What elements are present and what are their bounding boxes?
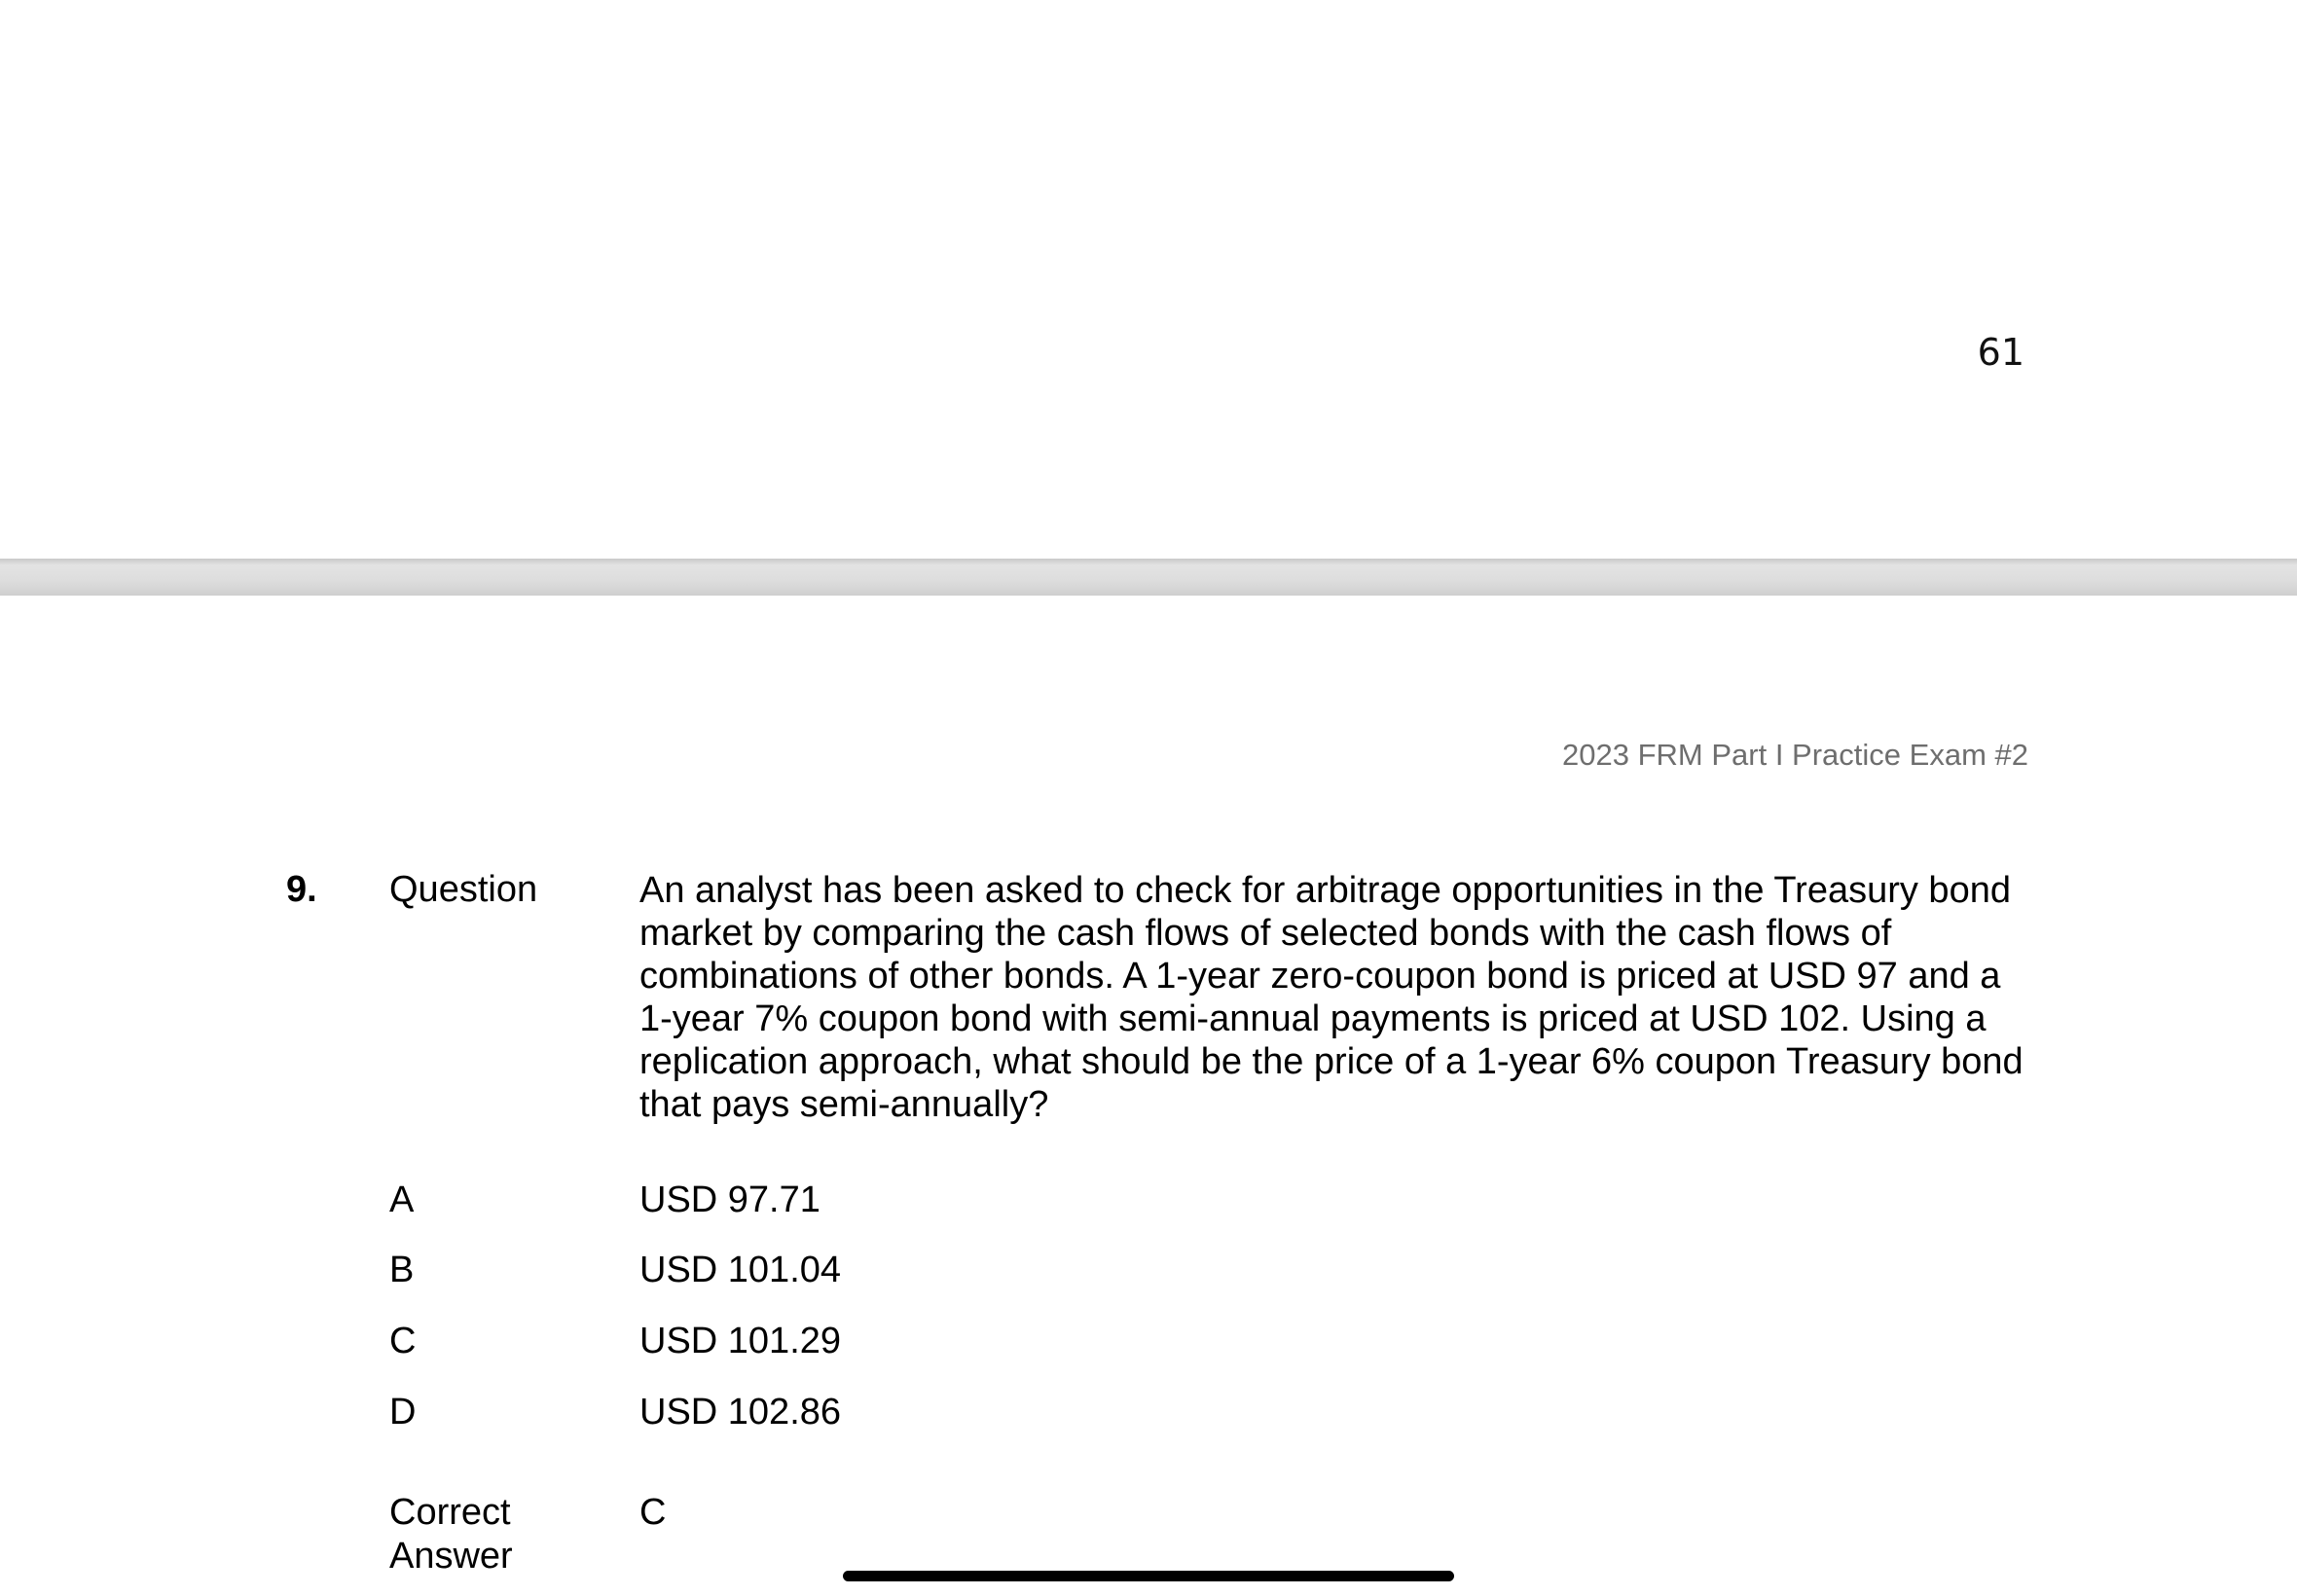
previous-page: [0, 0, 2297, 559]
page-number: 61: [1977, 331, 2024, 374]
page-separator: [0, 559, 2297, 596]
option-letter-a: A: [389, 1179, 415, 1220]
question-label: Question: [389, 869, 538, 910]
question-number: 9.: [286, 869, 317, 910]
correct-answer-label: Correct Answer: [389, 1492, 513, 1577]
home-indicator[interactable]: [843, 1571, 1454, 1581]
option-letter-c: C: [389, 1321, 417, 1361]
correct-answer-value: C: [639, 1492, 667, 1533]
option-letter-b: B: [389, 1250, 415, 1290]
option-letter-d: D: [389, 1392, 417, 1433]
option-value-d: USD 102.86: [639, 1392, 842, 1433]
running-header: 2023 FRM Part I Practice Exam #2: [1562, 738, 2028, 772]
question-text: An analyst has been asked to check for arbitrage opportunities in the Treasury bond market by comparing the cash flows of selected bonds with the cash flows of combinations of other bonds. A 1-year zero-coupon bond is priced at USD 97 and a 1-year 7% coupon bond with semi-annual payments is priced at USD 102. Using a replication approach, what should be the price of a 1-year 6% coupon Treasury bond that pays semi-annually?: [639, 870, 2024, 1125]
option-value-a: USD 97.71: [639, 1179, 820, 1220]
option-value-c: USD 101.29: [639, 1321, 842, 1361]
option-value-b: USD 101.04: [639, 1250, 842, 1290]
